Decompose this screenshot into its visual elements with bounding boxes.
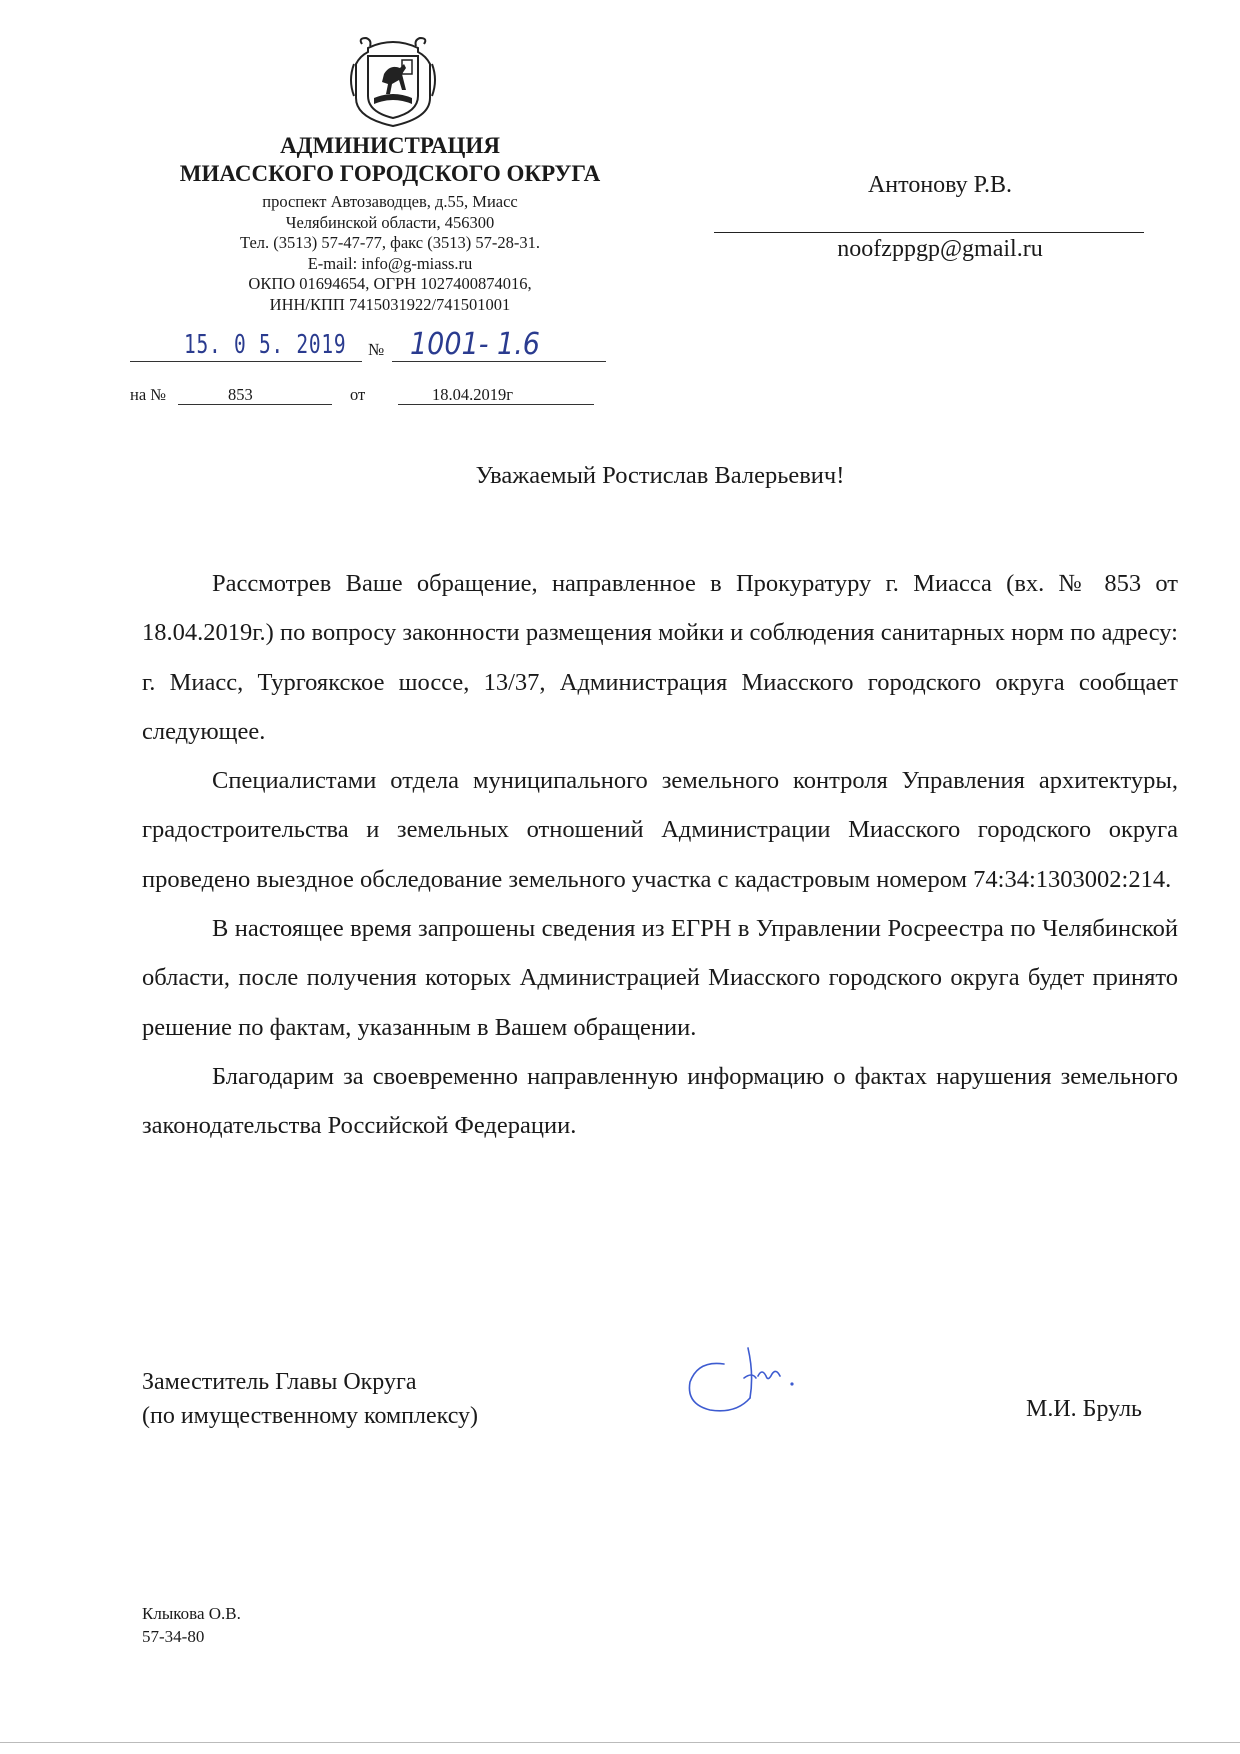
recipient-name: Антонову Р.В.	[867, 172, 1013, 198]
executor-name: Клыкова О.В.	[142, 1604, 241, 1623]
body-paragraph: В настоящее время запрошены сведения из ЕГРН в Управлении Росреестра по Челябинской области, после получения которых Администрацией Миасского городского округа будет принято решение по фактам, указанным в Вашем обращении.	[142, 915, 1178, 1041]
signatory-position	[142, 1365, 478, 1433]
executor-phone: 57-34-80	[142, 1627, 205, 1646]
executor-info	[142, 1602, 241, 1648]
reference-number-underline	[178, 404, 332, 405]
letter-body	[142, 559, 1178, 1151]
reference-date: 18.04.2019г	[432, 385, 514, 404]
recipient-email: noofzppgp@gmail.ru	[837, 236, 1043, 262]
reference-from-label: от	[350, 385, 366, 404]
salutation: Уважаемый Ростислав Валерьевич!	[475, 462, 845, 489]
org-address-street: проспект Автозаводцев, д.55, Миасс	[262, 192, 518, 211]
registration-number-label: №	[368, 340, 385, 359]
body-paragraph: Благодарим за своевременно направленную информацию о фактах нарушения земельного законодательства Российской Федерации.	[142, 1062, 1178, 1140]
signatory-position-line1: Заместитель Главы Округа	[142, 1369, 417, 1395]
org-phone-fax: Тел. (3513) 57-47-77, факс (3513) 57-28-31.	[240, 233, 540, 252]
org-name-line2: МИАССКОГО ГОРОДСКОГО ОКРУГА	[179, 161, 601, 186]
body-paragraph: Специалистами отдела муниципального земельного контроля Управления архитектуры, градостроительства и земельных отношений Администрации Миасского городского округа проведено выездное обследование земельного участка с кадастровым номером 74:34:1303002:214.	[142, 767, 1178, 893]
page-bottom-edge	[0, 1742, 1240, 1743]
recipient-divider	[714, 232, 1144, 233]
reference-number: 853	[228, 385, 253, 404]
org-email: E-mail: info@g-miass.ru	[307, 253, 473, 273]
city-coat-of-arms-icon	[346, 34, 440, 130]
registration-number-handwritten: 1001- 1.6	[410, 327, 540, 362]
handwritten-signature	[676, 1334, 836, 1434]
org-name-line1: АДМИНИСТРАЦИЯ	[280, 133, 500, 158]
body-paragraph: Рассмотрев Ваше обращение, направленное в Прокуратуру г. Миасса (вх. № 853 от 18.04.2019г.) по вопросу законности размещения мойки и соблюдения санитарных норм по адресу: г. Миасс, Тургоякское шоссе, 13/37, Администрация Миасского городского округа сообщает следующее.	[142, 570, 1178, 745]
signatory-name: М.И. Бруль	[1026, 1396, 1143, 1422]
reg-date-underline	[130, 361, 362, 362]
registration-date-stamp: 15. 0 5. 2019	[184, 330, 347, 360]
org-inn-kpp: ИНН/КПП 7415031922/741501001	[269, 294, 511, 314]
org-okpo-ogrn: ОКПО 01694654, ОГРН 1027400874016,	[248, 274, 532, 293]
signatory-position-line2: (по имущественному комплексу)	[142, 1403, 479, 1429]
reference-label: на №	[130, 385, 167, 404]
org-contact-info	[140, 192, 640, 315]
org-address-region: Челябинской области, 456300	[285, 212, 495, 232]
